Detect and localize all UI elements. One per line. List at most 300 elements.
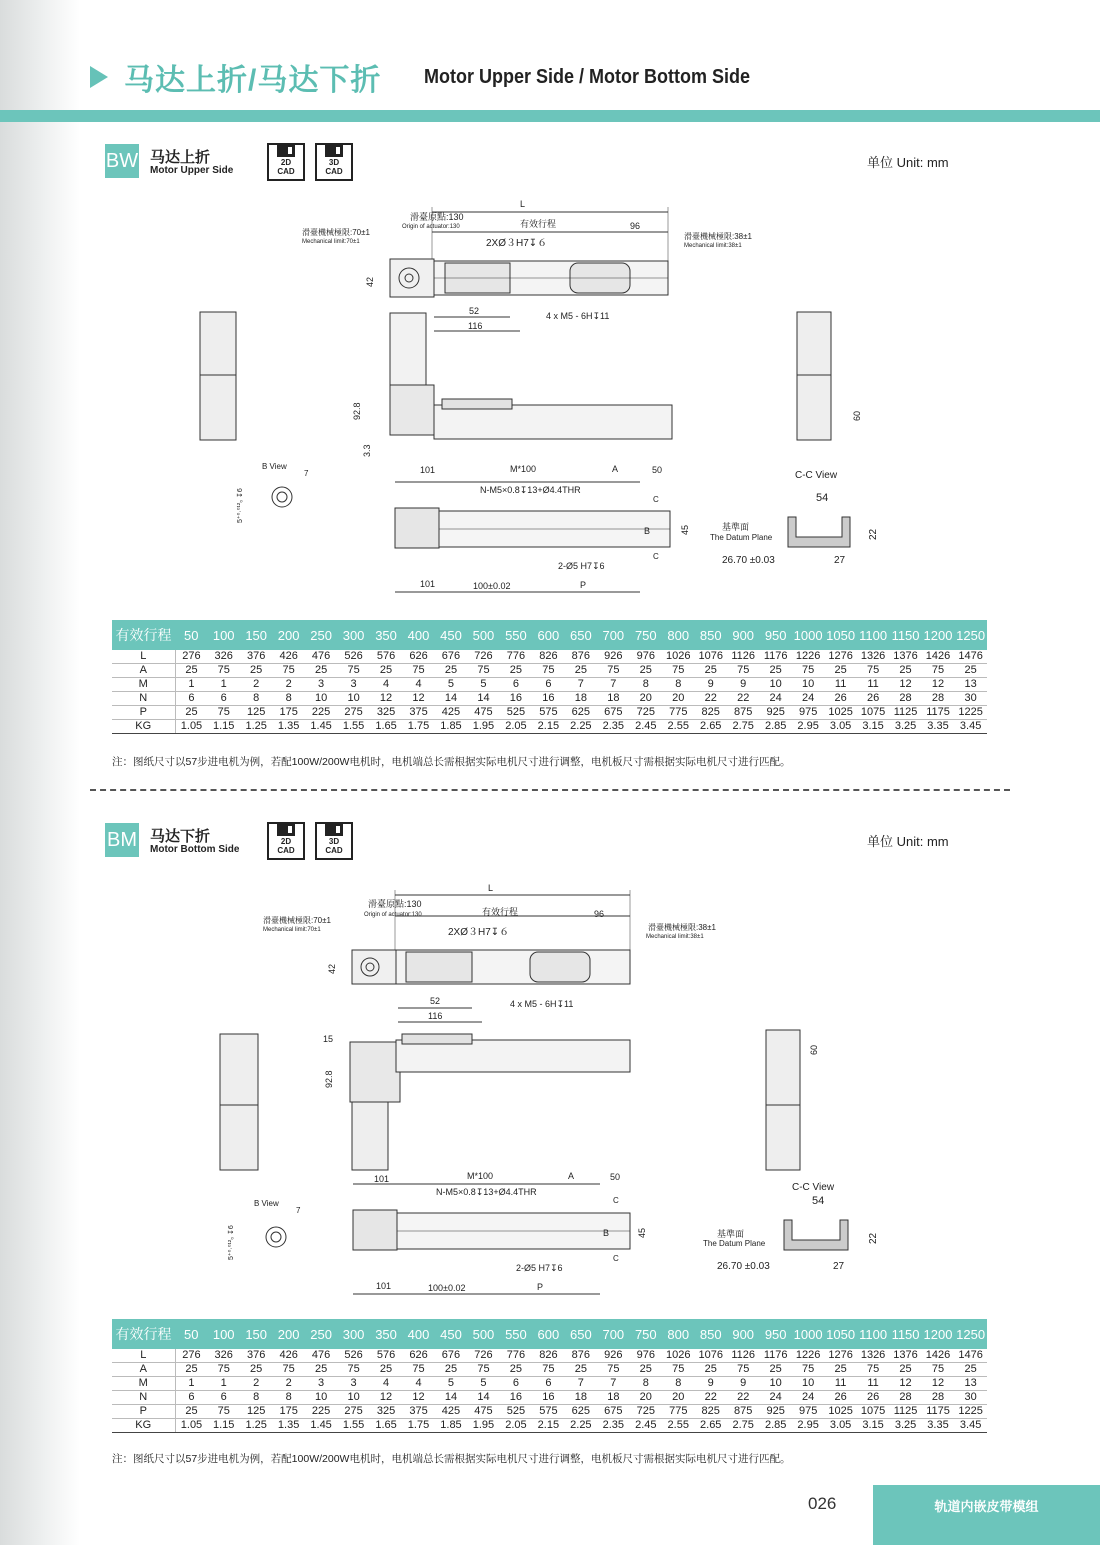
table-cell: 25 xyxy=(175,1405,207,1419)
table-cell: 11 xyxy=(824,678,856,692)
svg-text:滑臺原點:130: 滑臺原點:130 xyxy=(410,212,464,222)
table-cell: 25 xyxy=(370,664,402,678)
table-cell: 18 xyxy=(565,1391,597,1405)
page-header xyxy=(0,0,1100,125)
stroke-header: 550 xyxy=(500,1319,532,1349)
table-cell: 25 xyxy=(954,664,987,678)
stroke-header: 100 xyxy=(207,1319,239,1349)
table-cell: 6 xyxy=(207,692,239,706)
table-row xyxy=(112,1405,987,1419)
stroke-header: 950 xyxy=(759,620,791,650)
table-cell: 13 xyxy=(954,678,987,692)
table-cell: 75 xyxy=(467,1363,499,1377)
table-cell: 12 xyxy=(370,692,402,706)
table-cell: 1076 xyxy=(695,1349,727,1363)
table-cell: 1.55 xyxy=(337,720,369,734)
svg-text:52: 52 xyxy=(469,306,480,316)
stroke-header: 50 xyxy=(175,1319,207,1349)
svg-text:A: A xyxy=(568,1171,575,1181)
table-cell: 576 xyxy=(370,1349,402,1363)
table-row xyxy=(112,706,987,720)
svg-text:101: 101 xyxy=(420,465,436,475)
row-label: L xyxy=(112,1349,175,1363)
svg-text:26.70 ±0.03: 26.70 ±0.03 xyxy=(717,1261,770,1272)
table-cell: 1.25 xyxy=(240,720,272,734)
svg-text:27: 27 xyxy=(834,555,846,566)
table-cell: 6 xyxy=(175,692,207,706)
table-cell: 2.75 xyxy=(727,1419,759,1433)
svg-text:B View: B View xyxy=(254,1199,279,1208)
table-cell: 30 xyxy=(954,1391,987,1405)
row-label: L xyxy=(112,650,175,664)
table-cell: 25 xyxy=(630,664,662,678)
svg-text:22: 22 xyxy=(868,528,879,540)
section-title-en: Motor Bottom Side xyxy=(150,844,240,855)
table-cell: 926 xyxy=(597,650,629,664)
table-cell: 14 xyxy=(435,1391,467,1405)
table-cell: 1476 xyxy=(954,650,987,664)
svg-text:45: 45 xyxy=(680,524,690,535)
svg-text:116: 116 xyxy=(428,1011,443,1021)
play-triangle-icon xyxy=(90,66,108,88)
table-cell: 1176 xyxy=(759,650,791,664)
spec-header-row xyxy=(112,620,987,650)
table-cell: 4 xyxy=(370,678,402,692)
table-cell: 75 xyxy=(922,1363,954,1377)
table-cell: 676 xyxy=(435,650,467,664)
table-cell: 476 xyxy=(305,1349,337,1363)
table-cell: 12 xyxy=(922,678,954,692)
stroke-header: 350 xyxy=(370,1319,402,1349)
svg-text:2XØ３H7↧６: 2XØ３H7↧６ xyxy=(448,927,510,938)
table-cell: 2 xyxy=(240,1377,272,1391)
stroke-header: 800 xyxy=(662,620,694,650)
table-cell: 1.75 xyxy=(402,720,434,734)
page-title-en: Motor Upper Side / Motor Bottom Side xyxy=(424,66,750,88)
table-cell: 1026 xyxy=(662,1349,694,1363)
table-cell: 626 xyxy=(402,650,434,664)
table-cell: 14 xyxy=(435,692,467,706)
table-cell: 28 xyxy=(889,1391,921,1405)
table-cell: 22 xyxy=(727,1391,759,1405)
svg-text:Mechanical limit:70±1: Mechanical limit:70±1 xyxy=(302,239,360,245)
table-cell: 826 xyxy=(532,650,564,664)
table-cell: 2.35 xyxy=(597,720,629,734)
svg-text:C: C xyxy=(613,1254,619,1263)
table-cell: 4 xyxy=(370,1377,402,1391)
table-cell: 625 xyxy=(565,706,597,720)
table-cell: 25 xyxy=(500,1363,532,1377)
svg-text:3.3: 3.3 xyxy=(362,444,372,457)
table-cell: 28 xyxy=(889,692,921,706)
svg-text:42: 42 xyxy=(327,963,337,974)
table-cell: 75 xyxy=(922,664,954,678)
table-cell: 676 xyxy=(435,1349,467,1363)
row-label: P xyxy=(112,706,175,720)
table-cell: 2 xyxy=(240,678,272,692)
table-cell: 1225 xyxy=(954,706,987,720)
stroke-header: 1250 xyxy=(954,1319,987,1349)
table-cell: 75 xyxy=(857,664,889,678)
table-cell: 876 xyxy=(565,1349,597,1363)
table-cell: 776 xyxy=(500,650,532,664)
svg-text:100±0.02: 100±0.02 xyxy=(428,1283,466,1293)
svg-text:2XØ３H7↧６: 2XØ３H7↧６ xyxy=(486,238,548,249)
svg-text:滑臺機械極限:70±1: 滑臺機械極限:70±1 xyxy=(263,916,331,925)
table-cell: 1 xyxy=(175,1377,207,1391)
section-code-badge: BW xyxy=(105,144,139,178)
table-row xyxy=(112,650,987,664)
table-cell: 25 xyxy=(824,664,856,678)
table-cell: 12 xyxy=(889,678,921,692)
table-cell: 10 xyxy=(305,1391,337,1405)
table-cell: 2.15 xyxy=(532,1419,564,1433)
table-cell: 8 xyxy=(240,692,272,706)
table-cell: 8 xyxy=(240,1391,272,1405)
table-cell: 1.55 xyxy=(337,1419,369,1433)
drawing-note: 注：图纸尺寸以57步进电机为例，若配100W/200W电机时，电机端总长需根据实际电机尺寸进行调整，电机板尺寸需根据实际电机尺寸进行匹配。 xyxy=(112,1453,791,1465)
stroke-header: 350 xyxy=(370,620,402,650)
svg-text:54: 54 xyxy=(812,1195,825,1207)
cad-2d-icon[interactable]: 2D CAD xyxy=(267,143,305,181)
svg-text:2-Ø5 H7↧6: 2-Ø5 H7↧6 xyxy=(558,561,605,571)
table-cell: 2.45 xyxy=(630,1419,662,1433)
stroke-header: 500 xyxy=(467,620,499,650)
svg-text:100±0.02: 100±0.02 xyxy=(473,581,511,591)
table-cell: 11 xyxy=(824,1377,856,1391)
svg-text:C-C View: C-C View xyxy=(792,1182,835,1193)
svg-text:2-Ø5 H7↧6: 2-Ø5 H7↧6 xyxy=(516,1263,563,1273)
table-cell: 20 xyxy=(630,692,662,706)
table-cell: 3 xyxy=(305,1377,337,1391)
stroke-header: 1200 xyxy=(922,620,954,650)
table-cell: 25 xyxy=(435,664,467,678)
table-cell: 75 xyxy=(207,1405,239,1419)
table-cell: 75 xyxy=(272,1363,304,1377)
table-cell: 8 xyxy=(272,1391,304,1405)
table-cell: 75 xyxy=(857,1363,889,1377)
table-cell: 25 xyxy=(695,664,727,678)
table-cell: 775 xyxy=(662,1405,694,1419)
table-cell: 225 xyxy=(305,706,337,720)
table-cell: 726 xyxy=(467,1349,499,1363)
svg-text:滑臺原點:130: 滑臺原點:130 xyxy=(368,899,422,909)
table-cell: 1026 xyxy=(662,650,694,664)
table-cell: 18 xyxy=(565,692,597,706)
svg-text:有效行程: 有效行程 xyxy=(482,907,519,917)
svg-text:60: 60 xyxy=(809,1044,819,1055)
table-cell: 3.05 xyxy=(824,720,856,734)
stroke-header: 600 xyxy=(532,620,564,650)
table-cell: 20 xyxy=(662,1391,694,1405)
table-cell: 926 xyxy=(597,1349,629,1363)
stroke-header: 800 xyxy=(662,1319,694,1349)
table-cell: 25 xyxy=(240,1363,272,1377)
table-row xyxy=(112,720,987,734)
table-cell: 9 xyxy=(727,1377,759,1391)
table-cell: 2.15 xyxy=(532,720,564,734)
stroke-header: 1200 xyxy=(922,1319,954,1349)
table-cell: 276 xyxy=(175,1349,207,1363)
page-title-cn: 马达上折/马达下折 xyxy=(124,64,382,97)
svg-text:M*100: M*100 xyxy=(510,464,537,474)
section-title-cn: 马达下折 xyxy=(150,828,211,845)
svg-text:M*100: M*100 xyxy=(467,1171,494,1181)
stroke-header: 950 xyxy=(759,1319,791,1349)
footer-category: 轨道内嵌皮带模组 xyxy=(873,1485,1100,1545)
table-cell: 875 xyxy=(727,1405,759,1419)
stroke-header: 1100 xyxy=(857,620,889,650)
table-cell: 726 xyxy=(467,650,499,664)
svg-text:N-M5×0.8↧13+Ø4.4THR: N-M5×0.8↧13+Ø4.4THR xyxy=(436,1187,537,1197)
table-cell: 775 xyxy=(662,706,694,720)
table-cell: 1.15 xyxy=(207,1419,239,1433)
table-cell: 1.95 xyxy=(467,720,499,734)
stroke-header: 600 xyxy=(532,1319,564,1349)
table-cell: 25 xyxy=(175,1363,207,1377)
table-cell: 6 xyxy=(207,1391,239,1405)
table-cell: 75 xyxy=(402,1363,434,1377)
svg-text:L: L xyxy=(488,883,494,893)
table-cell: 16 xyxy=(532,692,564,706)
svg-text:27: 27 xyxy=(833,1261,845,1272)
table-cell: 7 xyxy=(597,1377,629,1391)
table-cell: 175 xyxy=(272,1405,304,1419)
table-cell: 22 xyxy=(695,692,727,706)
table-row xyxy=(112,692,987,706)
table-cell: 325 xyxy=(370,706,402,720)
table-row xyxy=(112,1391,987,1405)
stroke-header: 1000 xyxy=(792,620,824,650)
row-label: M xyxy=(112,678,175,692)
table-cell: 14 xyxy=(467,692,499,706)
cad-2d-icon[interactable]: 2D CAD xyxy=(267,822,305,860)
table-cell: 9 xyxy=(727,678,759,692)
table-cell: 10 xyxy=(305,692,337,706)
table-cell: 1426 xyxy=(922,650,954,664)
table-cell: 25 xyxy=(889,664,921,678)
spec-body xyxy=(112,650,987,734)
table-cell: 1125 xyxy=(889,1405,921,1419)
stroke-header: 300 xyxy=(337,620,369,650)
table-cell: 1076 xyxy=(695,650,727,664)
table-cell: 1175 xyxy=(922,706,954,720)
table-cell: 5 xyxy=(467,678,499,692)
table-cell: 1126 xyxy=(727,1349,759,1363)
table-cell: 75 xyxy=(597,1363,629,1377)
row-label: A xyxy=(112,1363,175,1377)
cad-3d-icon[interactable]: 3D CAD xyxy=(315,143,353,181)
section-code-badge: BM xyxy=(105,823,139,857)
table-row xyxy=(112,678,987,692)
table-cell: 175 xyxy=(272,706,304,720)
spec-table-upper xyxy=(112,620,987,734)
table-cell: 11 xyxy=(857,678,889,692)
svg-text:The Datum Plane: The Datum Plane xyxy=(703,1239,766,1248)
cad-3d-icon[interactable]: 3D CAD xyxy=(315,822,353,860)
table-cell: 575 xyxy=(532,706,564,720)
table-cell: 3.15 xyxy=(857,1419,889,1433)
table-cell: 4 xyxy=(402,1377,434,1391)
svg-text:4 x M5 - 6H↧11: 4 x M5 - 6H↧11 xyxy=(510,999,574,1009)
svg-text:P: P xyxy=(580,580,587,590)
table-cell: 25 xyxy=(240,664,272,678)
svg-text:基準面: 基準面 xyxy=(717,1229,745,1239)
svg-text:Mechanical limit:70±1: Mechanical limit:70±1 xyxy=(263,927,321,933)
table-cell: 22 xyxy=(695,1391,727,1405)
svg-text:P: P xyxy=(537,1282,544,1292)
table-cell: 9 xyxy=(695,678,727,692)
table-cell: 1426 xyxy=(922,1349,954,1363)
table-cell: 526 xyxy=(337,650,369,664)
stroke-header: 750 xyxy=(630,1319,662,1349)
unit-label: 单位 Unit: mm xyxy=(867,155,949,170)
table-cell: 2.45 xyxy=(630,720,662,734)
table-cell: 976 xyxy=(630,1349,662,1363)
table-cell: 875 xyxy=(727,706,759,720)
stroke-header: 1150 xyxy=(889,620,921,650)
svg-text:C-C View: C-C View xyxy=(795,470,838,481)
svg-text:L: L xyxy=(520,199,526,209)
table-cell: 75 xyxy=(207,706,239,720)
table-cell: 5 xyxy=(467,1377,499,1391)
stroke-header: 450 xyxy=(435,620,467,650)
row-label: KG xyxy=(112,720,175,734)
table-cell: 725 xyxy=(630,706,662,720)
table-cell: 13 xyxy=(954,1377,987,1391)
table-cell: 10 xyxy=(792,678,824,692)
table-cell: 425 xyxy=(435,1405,467,1419)
table-cell: 75 xyxy=(662,1363,694,1377)
stroke-header: 850 xyxy=(695,1319,727,1349)
table-cell: 6 xyxy=(532,1377,564,1391)
table-cell: 10 xyxy=(759,678,791,692)
table-cell: 24 xyxy=(759,1391,791,1405)
stroke-header: 1050 xyxy=(824,1319,856,1349)
svg-text:B View: B View xyxy=(262,462,287,471)
svg-text:45: 45 xyxy=(637,1227,647,1238)
table-cell: 1.75 xyxy=(402,1419,434,1433)
table-cell: 3.25 xyxy=(889,1419,921,1433)
table-cell: 1.15 xyxy=(207,720,239,734)
table-cell: 75 xyxy=(727,664,759,678)
table-cell: 75 xyxy=(597,664,629,678)
stroke-header: 100 xyxy=(207,620,239,650)
table-cell: 975 xyxy=(792,706,824,720)
table-cell: 8 xyxy=(272,692,304,706)
table-cell: 75 xyxy=(402,664,434,678)
table-cell: 1226 xyxy=(792,650,824,664)
table-cell: 7 xyxy=(565,678,597,692)
table-cell: 30 xyxy=(954,692,987,706)
table-cell: 25 xyxy=(565,1363,597,1377)
table-cell: 776 xyxy=(500,1349,532,1363)
table-cell: 1.05 xyxy=(175,1419,207,1433)
table-cell: 10 xyxy=(792,1377,824,1391)
table-cell: 75 xyxy=(532,1363,564,1377)
row-label: P xyxy=(112,1405,175,1419)
header-band xyxy=(0,110,1100,122)
stroke-header: 250 xyxy=(305,1319,337,1349)
svg-text:96: 96 xyxy=(630,221,641,231)
table-cell: 22 xyxy=(727,692,759,706)
svg-text:101: 101 xyxy=(374,1174,390,1184)
table-cell: 25 xyxy=(500,664,532,678)
table-cell: 25 xyxy=(565,664,597,678)
table-cell: 24 xyxy=(759,692,791,706)
table-cell: 4 xyxy=(402,678,434,692)
table-cell: 1.95 xyxy=(467,1419,499,1433)
stroke-header: 250 xyxy=(305,620,337,650)
table-cell: 24 xyxy=(792,1391,824,1405)
table-cell: 10 xyxy=(759,1377,791,1391)
table-cell: 475 xyxy=(467,1405,499,1419)
unit-label: 单位 Unit: mm xyxy=(867,834,949,849)
table-row xyxy=(112,1377,987,1391)
stroke-header: 150 xyxy=(240,620,272,650)
table-cell: 26 xyxy=(824,1391,856,1405)
stroke-header: 1050 xyxy=(824,620,856,650)
table-cell: 3.15 xyxy=(857,720,889,734)
stroke-header: 700 xyxy=(597,1319,629,1349)
table-cell: 16 xyxy=(500,692,532,706)
table-cell: 1.65 xyxy=(370,1419,402,1433)
svg-text:The Datum Plane: The Datum Plane xyxy=(710,533,773,542)
svg-text:基準面: 基準面 xyxy=(722,522,750,532)
table-cell: 3.45 xyxy=(954,720,987,734)
table-cell: 2.85 xyxy=(759,720,791,734)
stroke-header: 300 xyxy=(337,1319,369,1349)
table-cell: 1225 xyxy=(954,1405,987,1419)
table-cell: 12 xyxy=(402,1391,434,1405)
table-cell: 75 xyxy=(272,664,304,678)
table-cell: 2.95 xyxy=(792,720,824,734)
table-cell: 2.25 xyxy=(565,720,597,734)
table-cell: 3 xyxy=(337,1377,369,1391)
svg-text:A: A xyxy=(612,464,619,474)
table-cell: 125 xyxy=(240,1405,272,1419)
table-cell: 1176 xyxy=(759,1349,791,1363)
drawing-note: 注：图纸尺寸以57步进电机为例，若配100W/200W电机时，电机端总长需根据实际电机尺寸进行调整，电机板尺寸需根据实际电机尺寸进行匹配。 xyxy=(112,756,791,768)
svg-text:Mechanical limit:38±1: Mechanical limit:38±1 xyxy=(646,934,704,940)
table-cell: 8 xyxy=(662,678,694,692)
row-label: M xyxy=(112,1377,175,1391)
table-cell: 1 xyxy=(207,678,239,692)
table-cell: 475 xyxy=(467,706,499,720)
stroke-header: 900 xyxy=(727,1319,759,1349)
table-cell: 275 xyxy=(337,706,369,720)
table-cell: 2.65 xyxy=(695,720,727,734)
table-cell: 376 xyxy=(240,1349,272,1363)
table-cell: 5 xyxy=(435,1377,467,1391)
svg-text:5⁺⁰·⁰¹²₀ ↧6: 5⁺⁰·⁰¹²₀ ↧6 xyxy=(228,1225,235,1260)
table-cell: 526 xyxy=(337,1349,369,1363)
table-cell: 2 xyxy=(272,1377,304,1391)
svg-text:92.8: 92.8 xyxy=(324,1070,334,1088)
table-cell: 2.05 xyxy=(500,720,532,734)
table-cell: 25 xyxy=(630,1363,662,1377)
table-cell: 11 xyxy=(857,1377,889,1391)
stroke-header: 1150 xyxy=(889,1319,921,1349)
table-cell: 2.05 xyxy=(500,1419,532,1433)
svg-text:92.8: 92.8 xyxy=(352,402,362,420)
svg-text:C: C xyxy=(653,552,659,561)
table-cell: 1125 xyxy=(889,706,921,720)
svg-text:7: 7 xyxy=(304,469,309,478)
table-cell: 1126 xyxy=(727,650,759,664)
svg-text:Origin of actuator:130: Origin of actuator:130 xyxy=(402,224,460,230)
table-cell: 75 xyxy=(337,1363,369,1377)
